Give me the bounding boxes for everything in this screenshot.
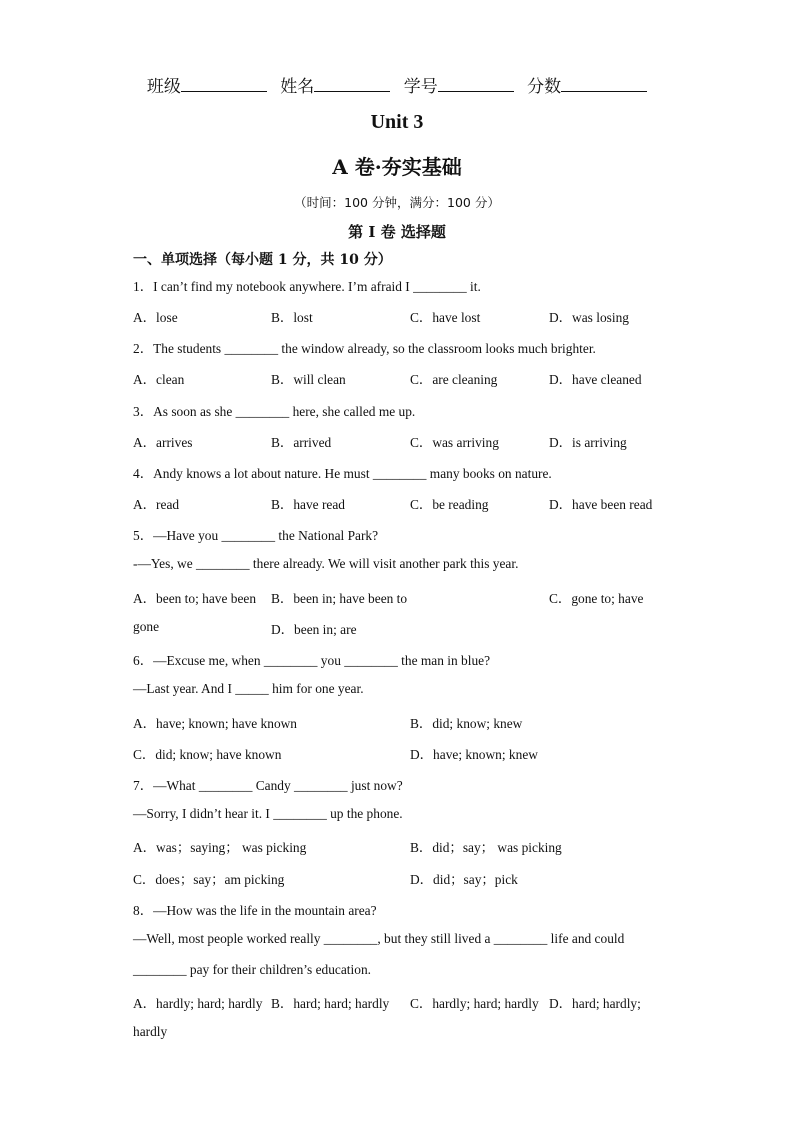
q8-option-d-continued: hardly	[133, 1024, 168, 1039]
class-label: 班级	[146, 77, 181, 97]
q3-option-d[interactable]: D．is arriving	[549, 435, 627, 450]
name-label: 姓名	[280, 77, 315, 97]
q6-option-d[interactable]: D．have; known; knew	[410, 747, 538, 762]
time-note: （时间：100 分钟，满分：100 分）	[294, 195, 500, 210]
q8-option-b[interactable]: B．hard; hard; hardly	[271, 996, 390, 1011]
question-8-line-3: ________ pay for their children’s education.	[133, 962, 371, 977]
q7-option-b[interactable]: B．did；say； was picking	[410, 840, 562, 855]
paper-title: A 卷·夯实基础	[332, 155, 462, 179]
part-title: 第 I 卷 选择题	[348, 223, 446, 241]
q1-option-c[interactable]: C．have lost	[410, 310, 481, 325]
question-8-line-2: —Well, most people worked really ________, but they still lived a ________ life and could	[133, 931, 625, 946]
q7-option-a[interactable]: A．was；saying； was picking	[133, 840, 307, 855]
q4-option-d[interactable]: D．have been read	[549, 497, 653, 512]
id-blank[interactable]	[438, 77, 514, 92]
q5-option-b[interactable]: B．been in; have been to	[271, 591, 408, 606]
unit-title: Unit 3	[370, 111, 424, 133]
q3-option-b[interactable]: B．arrived	[271, 435, 332, 450]
q6-option-c[interactable]: C．did; know; have known	[133, 747, 282, 762]
question-4-stem: 4．Andy knows a lot about nature. He must ________ many books on nature.	[133, 466, 552, 481]
q1-option-d[interactable]: D．was losing	[549, 310, 629, 325]
question-6-line-2: —Last year. And I _____ him for one year.	[133, 681, 364, 696]
question-2-stem: 2．The students ________ the window already, so the classroom looks much brighter.	[133, 341, 596, 356]
q5-option-d[interactable]: D．been in; are	[271, 622, 357, 637]
q3-option-c[interactable]: C．was arriving	[410, 435, 499, 450]
q1-option-a[interactable]: A．lose	[133, 310, 178, 325]
q8-option-a[interactable]: A．hardly; hard; hardly	[133, 996, 263, 1011]
class-blank[interactable]	[181, 77, 267, 92]
q7-option-c[interactable]: C．does；say；am picking	[133, 872, 285, 887]
q5-option-c-continued: gone	[133, 619, 160, 634]
q8-option-d[interactable]: D．hard; hardly;	[549, 996, 641, 1011]
q4-option-a[interactable]: A．read	[133, 497, 180, 512]
q2-option-a[interactable]: A．clean	[133, 372, 185, 387]
q2-option-b[interactable]: B．will clean	[271, 372, 346, 387]
q8-option-c[interactable]: C．hardly; hard; hardly	[410, 996, 539, 1011]
q6-option-a[interactable]: A．have; known; have known	[133, 716, 298, 731]
question-8-stem: 8．—How was the life in the mountain area?	[133, 903, 377, 918]
student-info-row	[0, 72, 794, 97]
q6-option-b[interactable]: B．did; know; knew	[410, 716, 523, 731]
q1-option-b[interactable]: B．lost	[271, 310, 313, 325]
q4-option-c[interactable]: C．be reading	[410, 497, 489, 512]
question-3-stem: 3．As soon as she ________ here, she called me up.	[133, 404, 416, 419]
q2-option-c[interactable]: C．are cleaning	[410, 372, 498, 387]
q3-option-a[interactable]: A．arrives	[133, 435, 193, 450]
question-1-stem: 1．I can’t find my notebook anywhere. I’m afraid I ________ it.	[133, 279, 481, 294]
q7-option-d[interactable]: D．did；say；pick	[410, 872, 518, 887]
question-7-stem: 7．—What ________ Candy ________ just now?	[133, 778, 403, 793]
section-title: 一、单项选择（每小题 1 分，共 10 分）	[133, 252, 392, 268]
question-7-line-2: —Sorry, I didn’t hear it. I ________ up the phone.	[133, 806, 403, 821]
question-6-stem: 6．—Excuse me, when ________ you ________ the man in blue?	[133, 653, 491, 668]
score-label: 分数	[527, 77, 562, 97]
q5-option-c[interactable]: C．gone to; have	[549, 591, 644, 606]
score-blank[interactable]	[561, 77, 647, 92]
q2-option-d[interactable]: D．have cleaned	[549, 372, 642, 387]
question-5-stem: 5．—Have you ________ the National Park?	[133, 528, 379, 543]
question-5-line-2: -—Yes, we ________ there already. We will visit another park this year.	[133, 556, 519, 571]
id-label: 学号	[403, 77, 438, 97]
q4-option-b[interactable]: B．have read	[271, 497, 345, 512]
q5-option-a[interactable]: A．been to; have been	[133, 591, 257, 606]
name-blank[interactable]	[314, 77, 390, 92]
